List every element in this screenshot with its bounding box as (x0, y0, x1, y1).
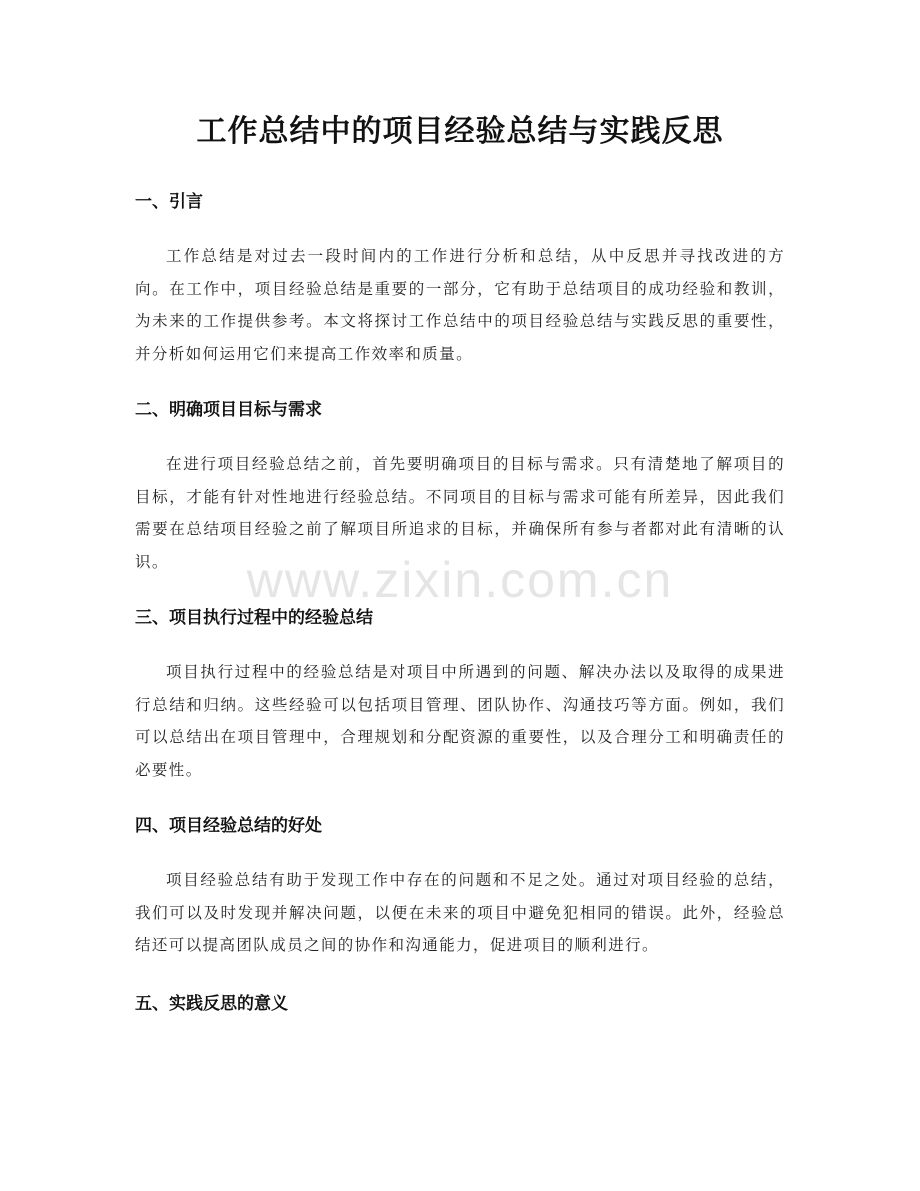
section-paragraph-benefits: 项目经验总结有助于发现工作中存在的问题和不足之处。通过对项目经验的总结，我们可以及时发现并解决问题，以便在未来的项目中避免犯相同的错误。此外，经验总结还可以提高团队成员之间的协作和沟通能力，促进项目的顺利进行。 (135, 871, 785, 954)
section-heading-execution-experience: 三、项目执行过程中的经验总结 (135, 608, 373, 628)
section-paragraph-introduction: 工作总结是对过去一段时间内的工作进行分析和总结，从中反思并寻找改进的方向。在工作中，项目经验总结是重要的一部分，它有助于总结项目的成功经验和教训，为未来的工作提供参考。本文将探讨工作总结中的项目经验总结与实践反思的重要性，并分析如何运用它们来提高工作效率和质量。 (135, 247, 785, 363)
section-paragraph-project-goals: 在进行项目经验总结之前，首先要明确项目的目标与需求。只有清楚地了解项目的目标，才能有针对性地进行经验总结。不同项目的目标与需求可能有所差异，因此我们需要在总结项目经验之前了解项目所追求的目标，并确保所有参与者都对此有清晰的认识。 (135, 455, 785, 571)
section-heading-benefits: 四、项目经验总结的好处 (135, 816, 322, 836)
document-body (135, 186, 785, 1020)
watermark-text: www.zixin.com.cn (246, 552, 674, 608)
section-paragraph-execution-experience: 项目执行过程中的经验总结是对项目中所遇到的问题、解决办法以及取得的成果进行总结和归纳。这些经验可以包括项目管理、团队协作、沟通技巧等方面。例如，我们可以总结出在项目管理中，合理规划和分配资源的重要性，以及合理分工和明确责任的必要性。 (135, 663, 785, 779)
document-title: 工作总结中的项目经验总结与实践反思 (196, 114, 724, 149)
section-heading-practice-reflection: 五、实践反思的意义 (135, 993, 288, 1014)
section-heading-introduction: 一、引言 (135, 192, 203, 212)
section-heading-project-goals: 二、明确项目目标与需求 (135, 400, 322, 420)
